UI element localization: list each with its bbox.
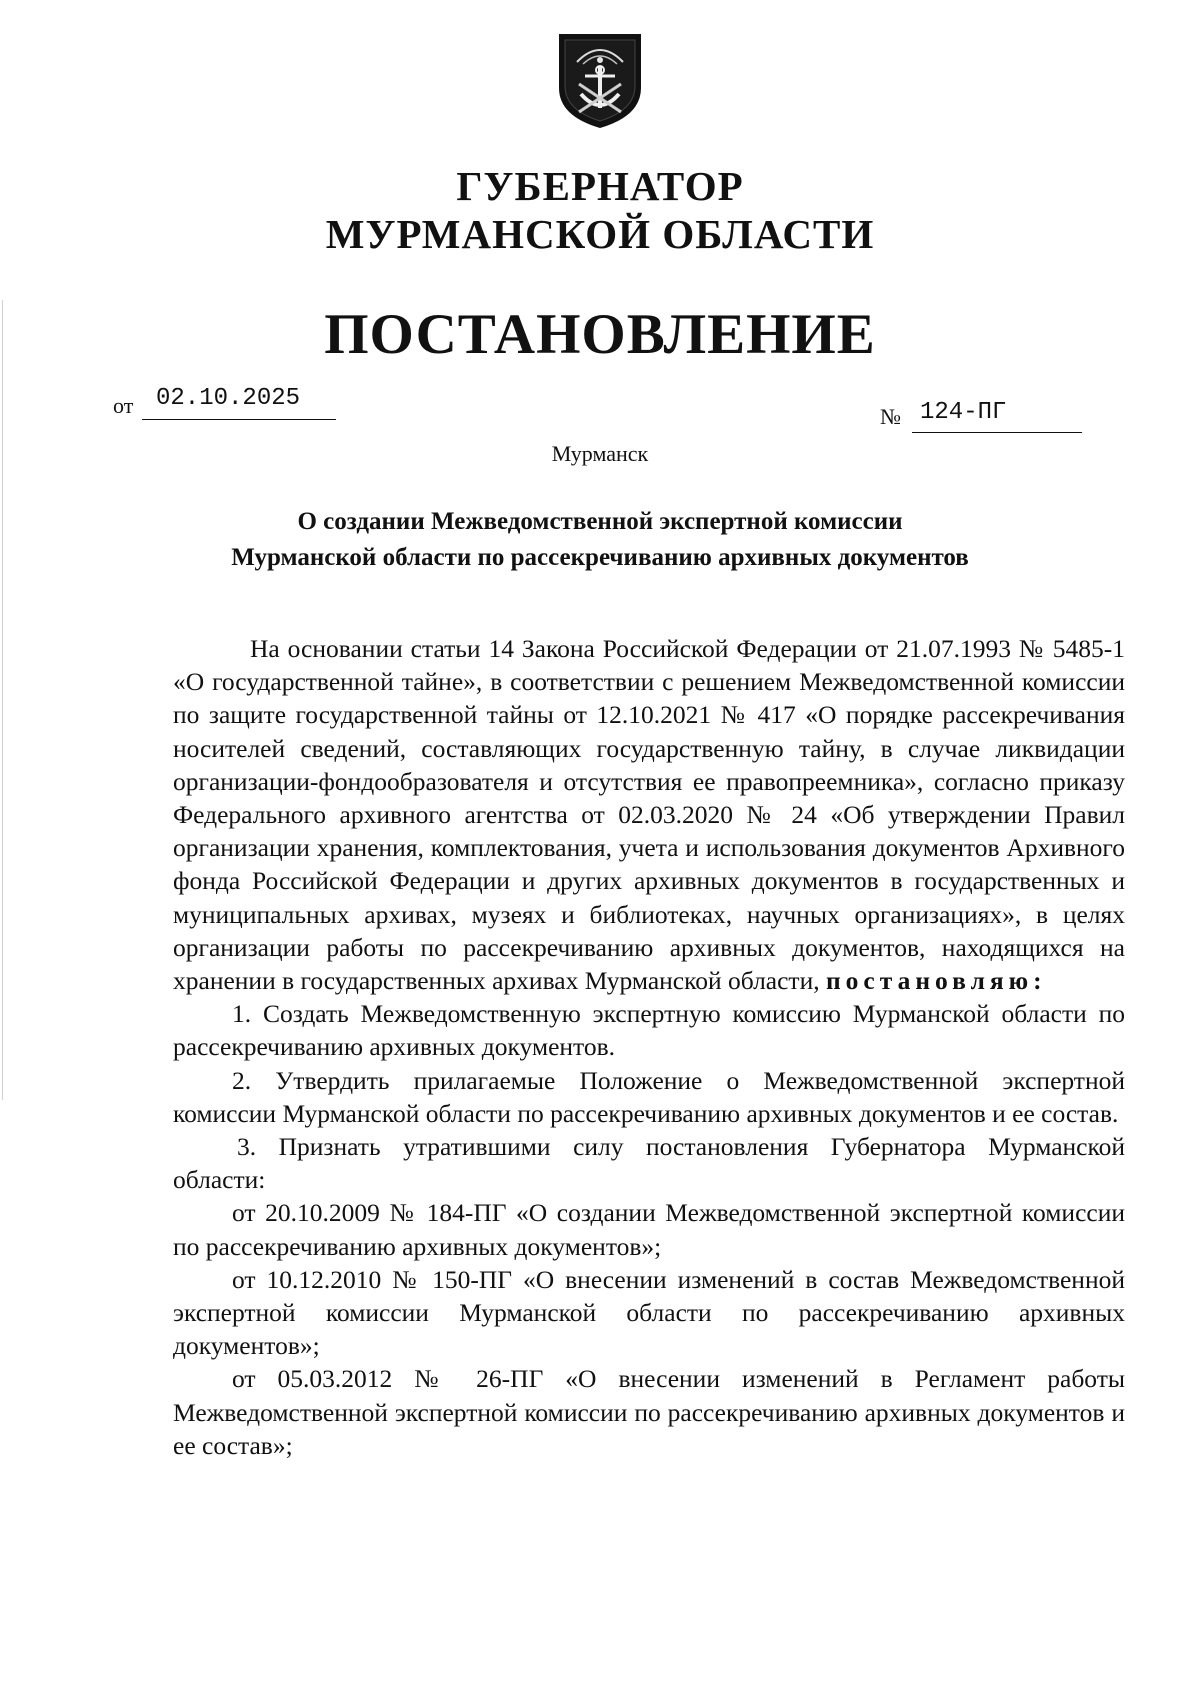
repealed-decree-1: от 20.10.2009 № 184-ПГ «О создании Межведомственной экспертной комиссии по рассекречиванию архивных документов»; (173, 1198, 1125, 1261)
coat-of-arms-icon (555, 30, 645, 130)
repealed-decree-2: от 10.12.2010 № 150-ПГ «О внесении изменений в состав Межведомственной экспертной комиссии Мурманской области по рассекречиванию архивных документов»; (173, 1264, 1125, 1361)
scan-margin-line (2, 300, 3, 1100)
document-number: 124-ПГ (912, 398, 1082, 433)
document-type-title: ПОСТАНОВЛЕНИЕ (324, 303, 876, 366)
authority-title-line1: ГУБЕРНАТОР (456, 163, 744, 209)
item-2-paragraph: 2. Утвердить прилагаемые Положение о Межведомственной экспертной комиссии Мурманской области по рассекречиванию архивных документов и ее состав. (173, 1065, 1125, 1128)
authority-title-line2: МУРМАНСКОЙ ОБЛАСТИ (325, 211, 875, 257)
document-city: Мурманск (551, 441, 649, 466)
item-1-paragraph: 1. Создать Межведомственную экспертную комиссию Мурманской области по рассекречиванию архивных документов. (173, 999, 1125, 1062)
document-subject-line1: О создании Межведомственной экспертной комиссии (297, 508, 903, 535)
document-date: 02.10.2025 (142, 384, 336, 420)
document-body (173, 632, 1125, 1462)
number-prefix: № (880, 404, 901, 429)
document-subject-line2: Мурманской области по рассекречиванию архивных документов (231, 544, 969, 571)
preamble-paragraph (173, 632, 1125, 997)
repealed-decree-3: от 05.03.2012 № 26-ПГ «О внесении изменений в Регламент работы Межведомственной экспертной комиссии по рассекречиванию архивных документов и ее состав»; (173, 1364, 1125, 1460)
document-subject (0, 504, 1200, 576)
item-3-paragraph: 3. Признать утратившими силу постановления Губернатора Мурманской области: (173, 1132, 1125, 1195)
decree-word: постановляю: (825, 966, 1047, 996)
date-prefix: от (113, 393, 134, 418)
preamble-text: На основании статьи 14 Закона Российской Федерации от 21.07.1993 № 5485-1 «О государственной тайне», в соответствии с решением Межведомственной комиссии по защите государственной тайны от 12.10.2021 № 417 «О порядке рассекречивания носителей сведений, составляющих государственную тайну, в случае ликвидации организации-фондообразователя и отсутствия ее правопреемника», согласно приказу Федерального архивного агентства от 02.03.2020 № 24 «Об утверждении Правил организации хранения, комплектования, учета и использования документов Архивного фонда Российской Федерации и других архивных документов в государственных и муниципальных архивах, музеях и библиотеках, научных организациях», в целях организации работы по рассекречиванию архивных документов, находящихся на хранении в государственных архивах Мурманской области, (173, 634, 1125, 996)
